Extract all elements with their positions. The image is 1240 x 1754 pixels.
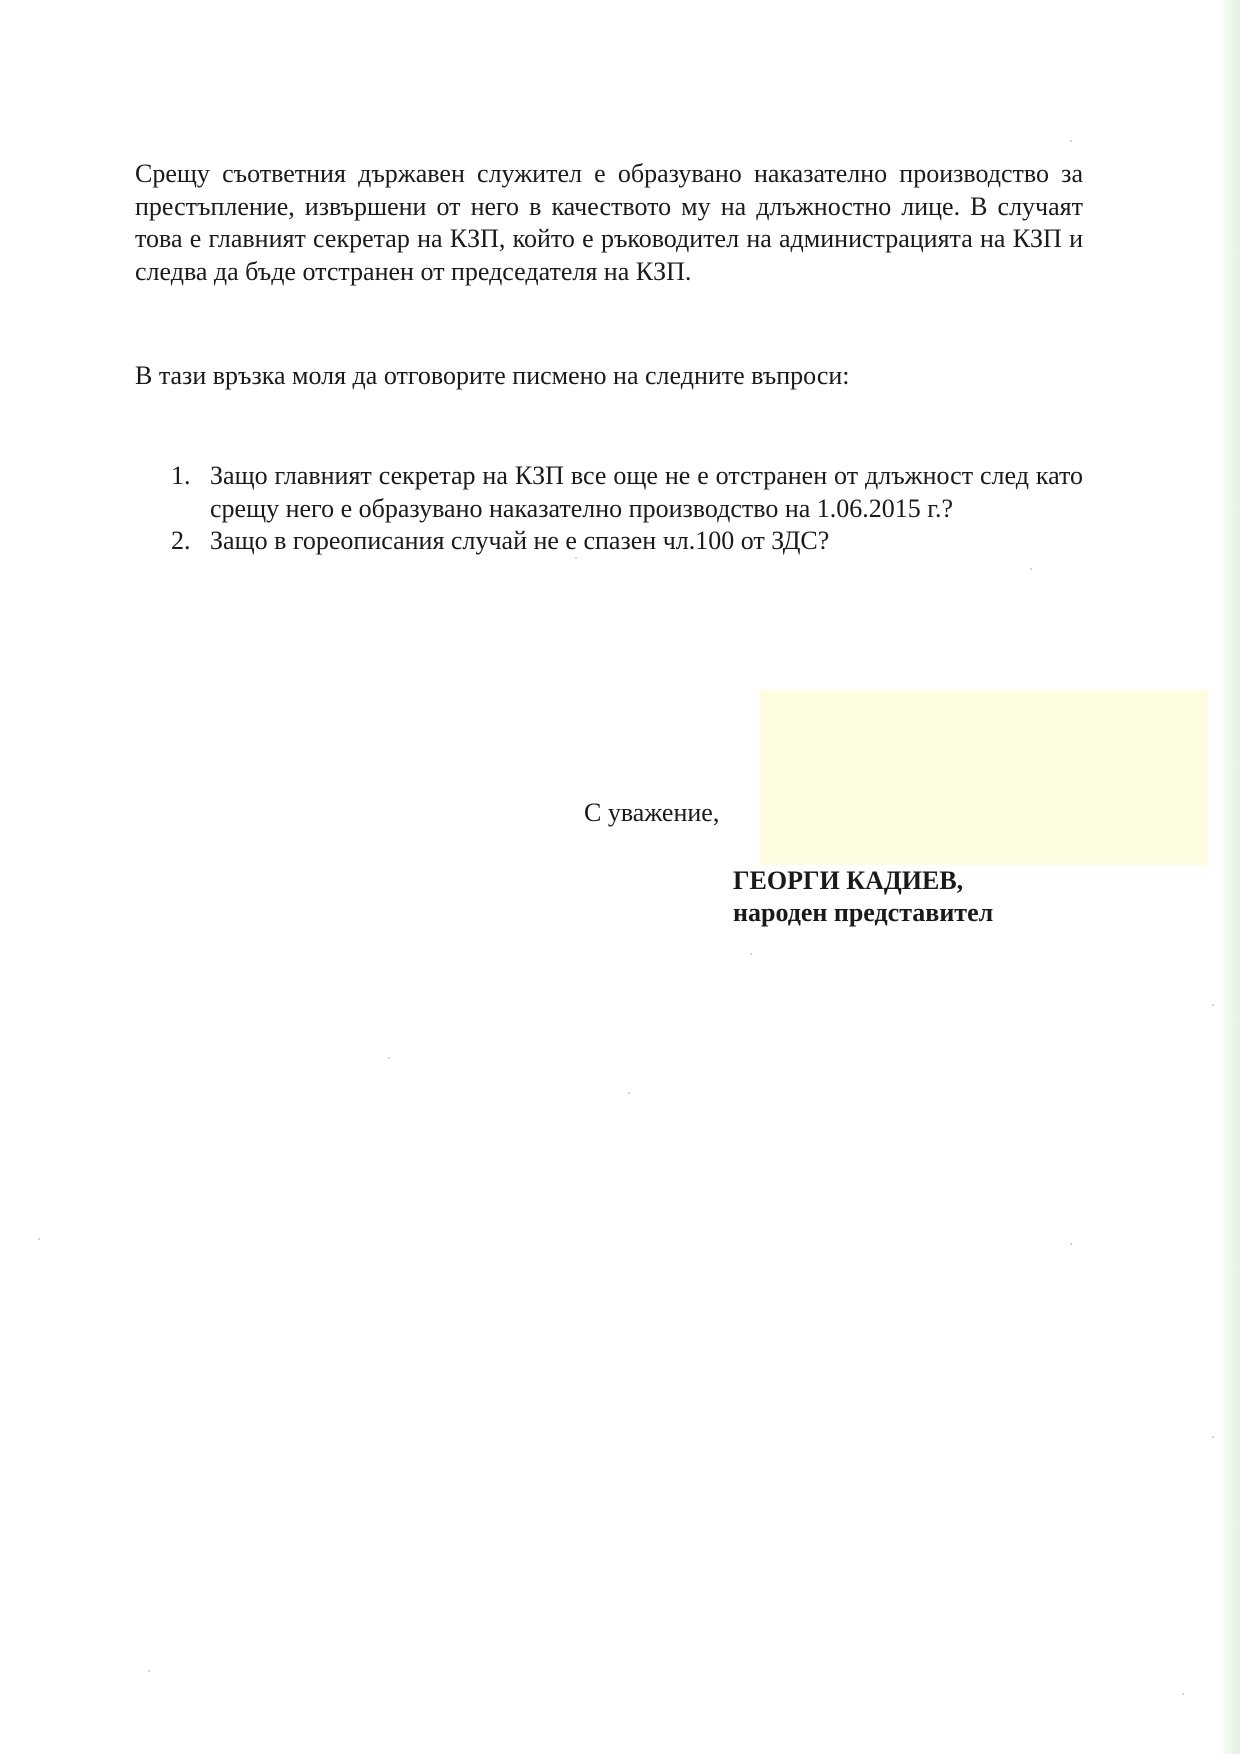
scan-speck (1212, 1436, 1214, 1438)
scan-speck (1070, 1243, 1072, 1245)
question-item (135, 525, 1083, 558)
scan-speck (575, 557, 577, 559)
signatory-name: ГЕОРГИ КАДИЕВ, (733, 866, 964, 895)
signature-highlight-area (760, 690, 1208, 865)
scan-speck (1212, 1004, 1214, 1006)
closing-salutation: С уважение, (584, 798, 720, 827)
question-item (135, 460, 1083, 525)
scan-speck (1030, 568, 1032, 570)
scan-speck (1070, 140, 1072, 142)
question-number: 2. (171, 526, 191, 555)
scan-speck (1182, 1693, 1184, 1695)
scan-speck (628, 1092, 630, 1094)
body-paragraph-1: Срещу съответния държавен служител е образувано наказателно производство за престъпление, извършени от него в качеството му на длъжностно лице. В случаят това е главният секретар на КЗП, който е ръководител на администрацията на КЗП и следва да бъде отстранен от председателя на КЗП. (135, 159, 1083, 286)
question-text: Защо в гореописания случай не е спазен чл.100 от ЗДС? (210, 526, 830, 555)
body-paragraph-2: В тази връзка моля да отговорите писмено на следните въпроси: (135, 361, 850, 390)
scan-edge-tint (1218, 0, 1240, 1754)
question-number: 1. (171, 461, 191, 490)
scan-speck (750, 953, 752, 955)
scan-speck (148, 1670, 150, 1672)
scan-speck (38, 1238, 40, 1240)
questions-list (135, 460, 1083, 558)
scan-speck (388, 1057, 390, 1059)
question-text: Защо главният секретар на КЗП все още не е отстранен от длъжност след като срещу него е образувано наказателно производство на 1.06.2015 г.? (210, 461, 1083, 523)
signatory-title: народен представител (733, 898, 994, 927)
